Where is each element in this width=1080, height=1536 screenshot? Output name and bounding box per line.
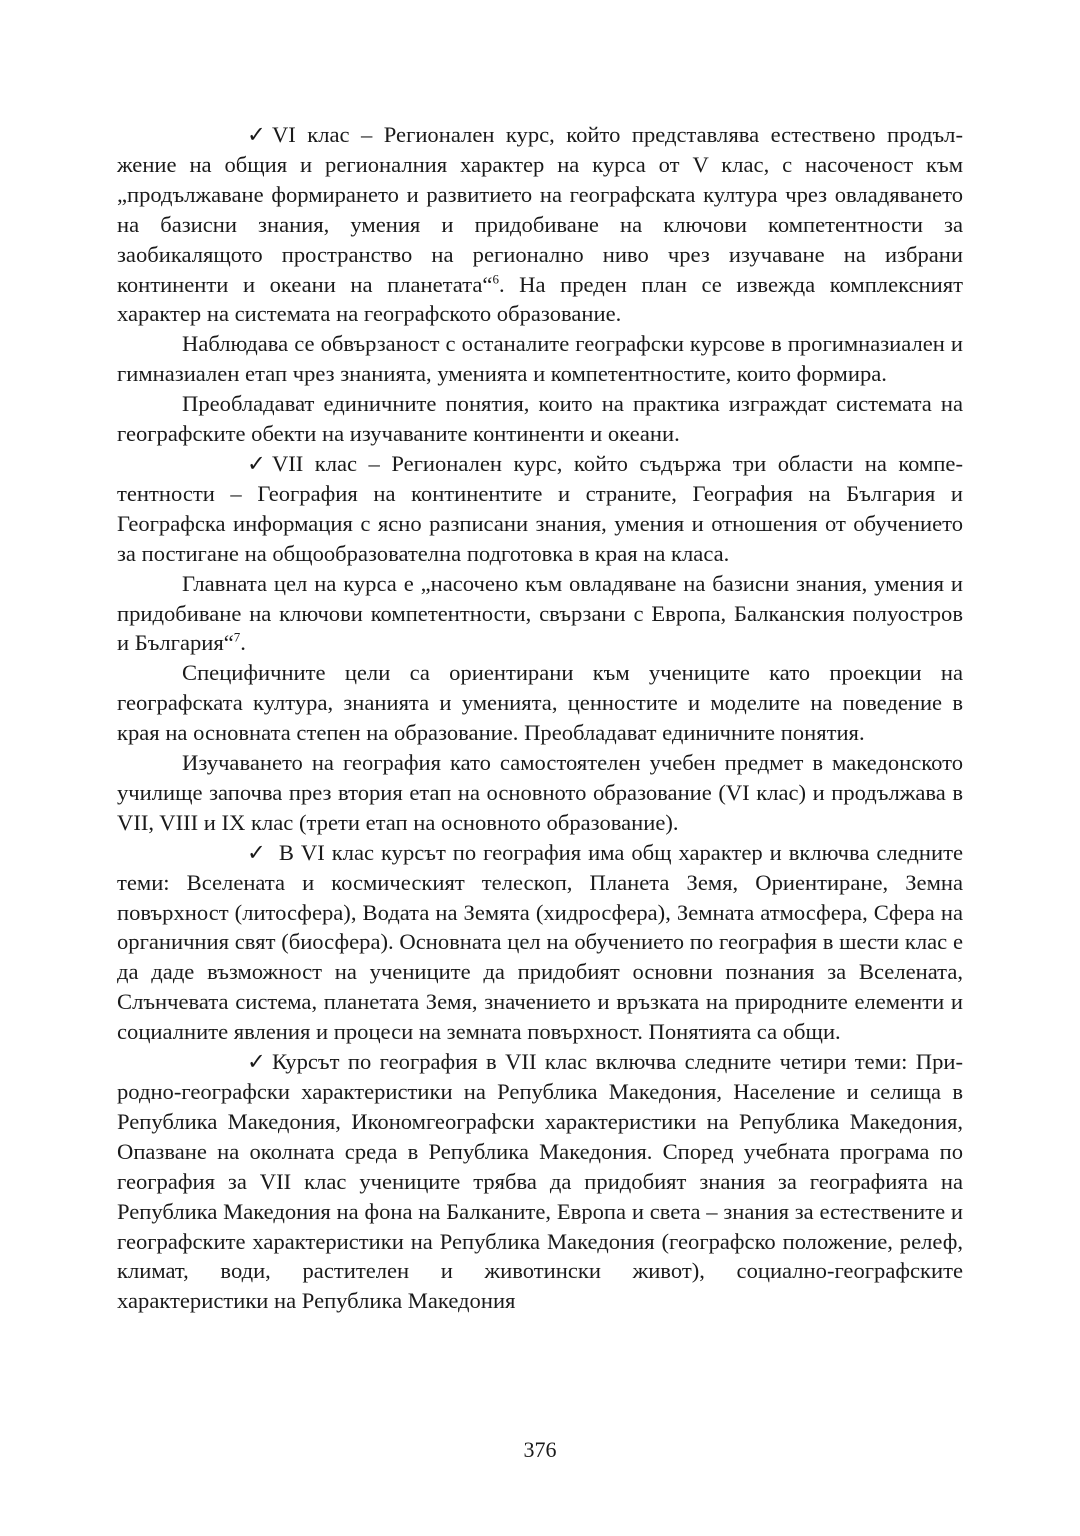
- paragraph-text-after: .: [240, 630, 246, 656]
- paragraph-linkage: [117, 329, 963, 389]
- paragraph-text: Главната цел на курса е „насочено към овладяване на базисни знания, умения и придобиване на ключови компетентности, свързани с Европа, Балканския полуостров и България“: [117, 570, 963, 656]
- document-body: [117, 120, 963, 1316]
- checkmark-icon: ✓: [247, 122, 266, 147]
- paragraph-text: Курсът по география в VII клас включва следните четири теми: Природно-географски характеристики на Република Македония, Население и селища в Република Македония, Икономгеографски характеристики на Република Македония, Опазване на околната среда в Република Македония. Според учебната програма по география за VII клас учениците трябва да придобият знания за географията на Република Македония на фона на Балканите, Европа и света – знания за естествените и географските характеристики на Република Македония (географско положение, релеф, климат, води, растителен и животински живот), социално-географските характеристики на Република Македония: [117, 1049, 963, 1314]
- checkmark-icon: ✓: [247, 450, 266, 476]
- paragraph-text: Изучаването на география като самостоятелен учебен предмет в македонското училище започва през втория етап на основното образование (VI клас) и продължава в VII, VIII и IX клас (трети етап на основното образование).: [117, 750, 963, 835]
- paragraph-vii-class-topics: [117, 1047, 963, 1316]
- paragraph-vi-class: [117, 120, 963, 329]
- paragraph-text-after: . На преден план се извежда комплексният характер на системата на географското образование.: [117, 271, 963, 327]
- paragraph-macedonian-school: [117, 748, 963, 838]
- footnote-ref[interactable]: 6: [492, 271, 499, 286]
- paragraph-text: Специфичните цели са ориентирани към учениците като проекции на географската култура, знанията и уменията, ценностите и моделите на поведение в края на основната степен на образование. Преобладават единичните понятия.: [117, 660, 963, 746]
- checkmark-icon: ✓: [247, 1049, 266, 1075]
- paragraph-text: В VI клас курсът по география има общ характер и включва следните теми: Вселената и космическият телескоп, Планета Земя, Ориентиране, Земна повърхност (литосфера), Водата на Земята (хидросфера), Земната атмосфера, Сфера на органичния свят (биосфера). Основната цел на обучението по география в шести клас е да даде възможност на учениците да придобият основни познания за Вселената, Слънчевата система, планетата Земя, значението и връзката на природните елементи и социалните явления и процеси на земната повърхност. Понятията са общи.: [117, 839, 963, 1045]
- paragraph-text: VII клас – Регионален курс, който съдържа три области на компетентности – География на континентите и страните, География на България и Географска информация с ясно разписани знания, умения и отношения от обучението за постигане на общообразователна подготовка в края на класа.: [117, 450, 963, 566]
- footnote-ref[interactable]: 7: [233, 629, 241, 645]
- paragraph-vii-class: [117, 449, 963, 569]
- paragraph-text: Преобладават единичните понятия, които на практика изграждат системата на географските обекти на изучаваните континенти и океани.: [117, 391, 963, 447]
- checkmark-icon: ✓: [247, 839, 266, 865]
- paragraph-main-goal: [117, 569, 963, 659]
- paragraph-specific-goals: [117, 658, 963, 748]
- paragraph-single-concepts: [117, 389, 963, 449]
- paragraph-text: Наблюдава се обвързаност с останалите географски курсове в прогимназиален и гимназиален етап чрез знанията, уменията и компетентностите, които формира.: [117, 331, 963, 387]
- paragraph-vi-class-topics: [117, 838, 963, 1047]
- page-number: 376: [523, 1437, 557, 1462]
- paragraph-text: VI клас – Регионален курс, който представлява естествено продължение на общия и регионалния характер на курса от V клас, с насоченост към „продължаване формирането и развитието на географската култура чрез овладяването на базисни знания, умения и придобиване на ключови компетентности за заобикалящото пространство на регионално ниво чрез изучаване на избрани континенти и океани на планетата“: [117, 122, 963, 297]
